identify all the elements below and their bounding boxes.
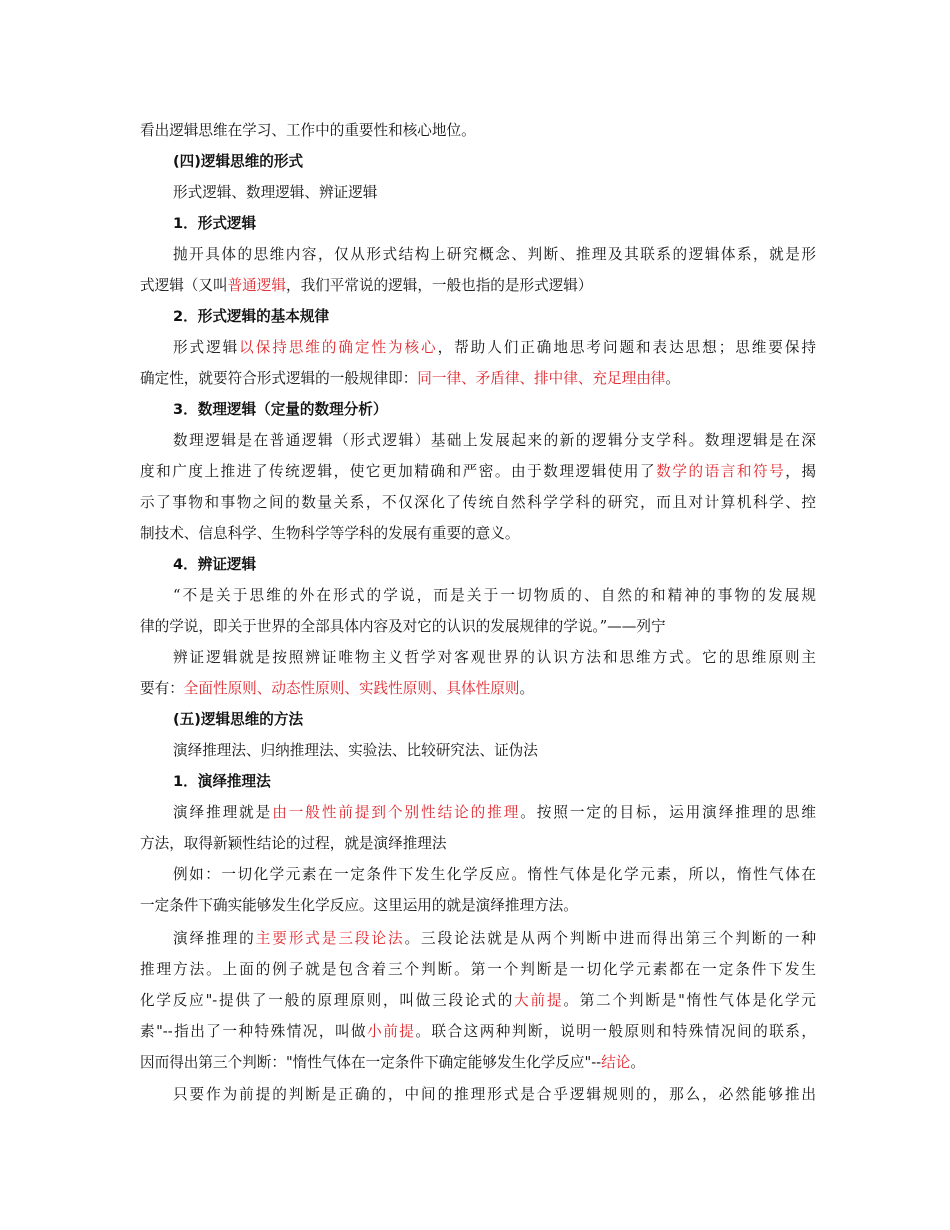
paragraph-line: 式逻辑（又叫普通逻辑，我们平常说的逻辑，一般也指的是形式逻辑） xyxy=(140,277,593,294)
paragraph-line: 要有：全面性原则、动态性原则、实践性原则、具体性原则。 xyxy=(140,680,535,697)
subsection-heading: 1．演绎推理法 xyxy=(173,773,271,790)
paragraph-line: 形式逻辑、数理逻辑、辨证逻辑 xyxy=(173,184,378,201)
highlighted-term: 同一律、矛盾律、排中律、充足理由律 xyxy=(417,370,666,387)
highlighted-term: 以保持思维的确定性为核心 xyxy=(239,339,438,356)
paragraph-line: 推理方法。上面的例子就是包含着三个判断。第一个判断是一切化学元素都在一定条件下发生 xyxy=(140,961,816,978)
paragraph-line: 制技术、信息科学、生物科学等学科的发展有重要的意义。 xyxy=(140,525,520,542)
paragraph-line: 演绎推理的主要形式是三段论法。三段论法就是从两个判断中进而得出第三个判断的一种 xyxy=(173,930,816,947)
subsection-heading: 3．数理逻辑（定量的数理分析） xyxy=(173,401,388,418)
subsection-heading: 1．形式逻辑 xyxy=(173,215,257,232)
paragraph-line: 数理逻辑是在普通逻辑（形式逻辑）基础上发展起来的新的逻辑分支学科。数理逻辑是在深 xyxy=(173,432,816,449)
highlighted-term: 小前提 xyxy=(367,1023,416,1040)
paragraph-line: 演绎推理就是由一般性前提到个别性结论的推理。按照一定的目标，运用演绎推理的思维 xyxy=(173,804,816,821)
highlighted-term: 主要形式是三段论法 xyxy=(255,930,405,947)
paragraph-line: 演绎推理法、归纳推理法、实验法、比较研究法、证伪法 xyxy=(173,742,538,759)
paragraph-line: 一定条件下确实能够发生化学反应。这里运用的就是演绎推理方法。 xyxy=(140,897,578,914)
section-heading: (四)逻辑思维的形式 xyxy=(173,153,304,170)
quote-line: “不是关于思维的外在形式的学说，而是关于一切物质的、自然的和精神的事物的发展规 xyxy=(173,587,816,604)
subsection-heading: 2．形式逻辑的基本规律 xyxy=(173,308,330,325)
quote-line: 律的学说，即关于世界的全部具体内容及对它的认识的发展规律的学说。”——列宁 xyxy=(140,618,666,635)
highlighted-term: 结论 xyxy=(601,1054,631,1071)
subsection-heading: 4．辨证逻辑 xyxy=(173,556,257,573)
paragraph-line: 素"--指出了一种特殊情况，叫做小前提。联合这两种判断，说明一般原则和特殊情况间的联系， xyxy=(140,1023,816,1040)
paragraph-line: 因而得出第三个判断："惰性气体在一定条件下确定能够发生化学反应"--结论。 xyxy=(140,1054,645,1071)
highlighted-term: 由一般性前提到个别性结论的推理 xyxy=(272,804,521,821)
highlighted-term: 普通逻辑 xyxy=(227,277,286,294)
paragraph-line: 形式逻辑以保持思维的确定性为核心，帮助人们正确地思考问题和表达思想；思维要保持 xyxy=(173,339,816,356)
paragraph-line: 度和广度上推进了传统逻辑，使它更加精确和严密。由于数理逻辑使用了数学的语言和符号，揭 xyxy=(140,463,816,480)
highlighted-term: 全面性原则、动态性原则、实践性原则、具体性原则 xyxy=(183,680,520,697)
paragraph-line: 确定性，就要符合形式逻辑的一般规律即：同一律、矛盾律、排中律、充足理由律。 xyxy=(140,370,681,387)
paragraph-line: 辨证逻辑就是按照辨证唯物主义哲学对客观世界的认识方法和思维方式。它的思维原则主 xyxy=(173,649,816,666)
highlighted-term: 数学的语言和符号 xyxy=(656,463,786,480)
paragraph-line: 方法，取得新颖性结论的过程，就是演绎推理法 xyxy=(140,835,447,852)
paragraph-line: 例如：一切化学元素在一定条件下发生化学反应。惰性气体是化学元素，所以，惰性气体在 xyxy=(173,866,816,883)
highlighted-term: 大前提 xyxy=(514,992,564,1009)
paragraph-line: 只要作为前提的判断是正确的，中间的推理形式是合乎逻辑规则的，那么，必然能够推出 xyxy=(173,1086,816,1103)
paragraph-line: 看出逻辑思维在学习、工作中的重要性和核心地位。 xyxy=(140,122,476,139)
paragraph-line: 抛开具体的思维内容，仅从形式结构上研究概念、判断、推理及其联系的逻辑体系，就是形 xyxy=(173,246,816,263)
paragraph-line: 示了事物和事物之间的数量关系，不仅深化了传统自然科学学科的研究，而且对计算机科学、控 xyxy=(140,494,816,511)
paragraph-line: 化学反应"-提供了一般的原理原则，叫做三段论式的大前提。第二个判断是"惰性气体是化学元 xyxy=(140,992,816,1009)
section-heading: (五)逻辑思维的方法 xyxy=(173,711,304,728)
